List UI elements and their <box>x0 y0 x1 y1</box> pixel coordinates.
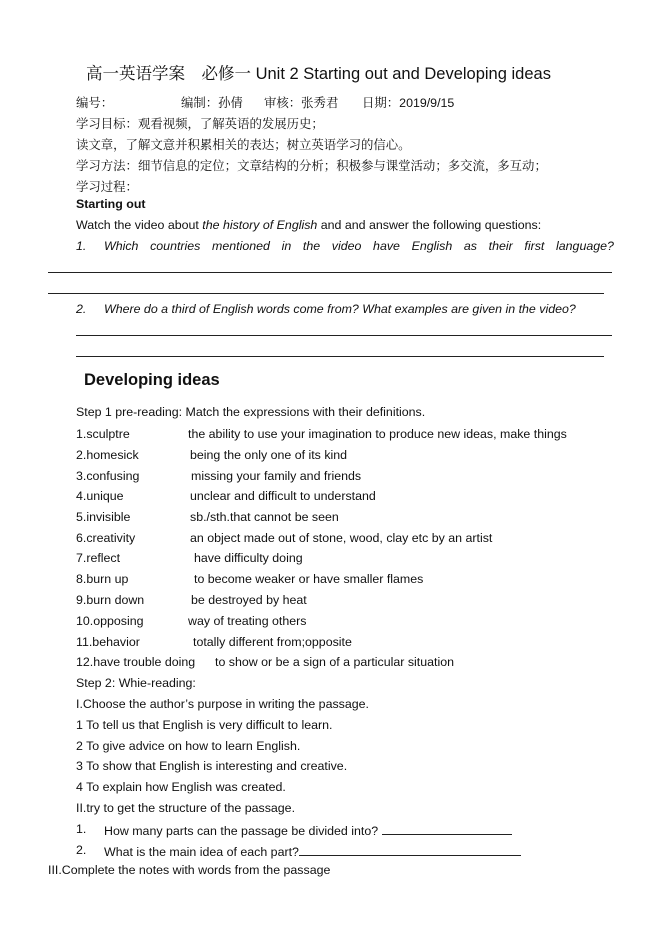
starting-out-heading: Starting out <box>76 197 146 211</box>
match-term: 3.confusing <box>76 469 140 483</box>
match-term: 6.creativity <box>76 531 136 545</box>
match-term: 8.burn up <box>76 572 129 586</box>
match-definition: sb./sth.that cannot be seen <box>190 510 339 524</box>
question-1-word: language? <box>556 239 614 253</box>
structure-question-1: How many parts can the passage be divided into? <box>104 822 512 838</box>
question-1-word: their <box>488 239 513 253</box>
editor-label: 编制：孙倩 <box>181 96 243 110</box>
step-1-instruction: Step 1 pre-reading: Match the expressions with their definitions. <box>76 405 426 419</box>
match-term: 1.sculptre <box>76 427 130 441</box>
match-definition: missing your family and friends <box>191 469 362 483</box>
match-term: 4.unique <box>76 489 124 503</box>
step-2-instruction: Step 2: Whie-reading: <box>76 676 196 690</box>
question-2-text: Where do a third of English words come from? What examples are given in the video? <box>104 302 576 316</box>
match-definition: the ability to use your imagination to produce new ideas, make things <box>188 427 567 441</box>
question-1-word: as <box>463 239 477 253</box>
question-1-word: video <box>331 239 362 253</box>
match-definition: totally different from;opposite <box>193 635 352 649</box>
match-term: 9.burn down <box>76 593 145 607</box>
answer-line[interactable] <box>76 335 612 336</box>
question-1-word: mentioned <box>212 239 270 253</box>
purpose-option: 2 To give advice on how to learn English. <box>76 739 301 753</box>
question-1-number: 1. <box>76 239 87 253</box>
part-1-heading: I.Choose the author’s purpose in writing the passage. <box>76 697 369 711</box>
learning-methods: 学习方法：细节信息的定位；文章结构的分析；积极参与课堂活动；多交流，多互动； <box>76 159 547 173</box>
learning-process: 学习过程： <box>76 180 138 194</box>
answer-blank[interactable] <box>299 843 521 856</box>
starting-out-intro: Watch the video about the history of English and and answer the following questions: <box>76 218 542 232</box>
answer-line[interactable] <box>48 272 612 273</box>
purpose-option: 4 To explain how English was created. <box>76 780 286 794</box>
match-term: 2.homesick <box>76 448 139 462</box>
question-1-word: English <box>411 239 453 253</box>
reviewer-label: 审核：张秀君 <box>264 96 339 110</box>
developing-ideas-heading: Developing ideas <box>84 371 220 389</box>
answer-blank[interactable] <box>382 822 512 835</box>
question-1-word: have <box>373 239 400 253</box>
question-2-number: 2. <box>76 302 87 316</box>
answer-line[interactable] <box>76 356 604 357</box>
question-1-word: Which <box>104 239 139 253</box>
question-1-text <box>104 239 614 253</box>
page-title: 高一英语学案 必修一 Unit 2 Starting out and Developing ideas <box>86 65 551 83</box>
match-definition: unclear and difficult to understand <box>190 489 376 503</box>
match-term: 5.invisible <box>76 510 131 524</box>
number-label: 编号： <box>76 96 114 110</box>
structure-question-1-number: 1. <box>76 822 87 836</box>
match-term: 11.behavior <box>76 635 140 649</box>
purpose-option: 3 To show that English is interesting and creative. <box>76 759 348 773</box>
purpose-option: 1 To tell us that English is very difficult to learn. <box>76 718 333 732</box>
match-definition: have difficulty doing <box>194 551 303 565</box>
match-definition: to show or be a sign of a particular situation <box>215 655 454 669</box>
match-definition: an object made out of stone, wood, clay etc by an artist <box>190 531 493 545</box>
question-1-word: countries <box>150 239 201 253</box>
question-1-word: first <box>524 239 545 253</box>
learning-goals-line-2: 读文章，了解文意并积累相关的表达；树立英语学习的信心。 <box>76 138 411 152</box>
part-2-heading: II.try to get the structure of the passage. <box>76 801 296 815</box>
answer-line[interactable] <box>48 293 604 294</box>
learning-goals-line-1: 学习目标：观看视频，了解英语的发展历史； <box>76 117 324 131</box>
match-definition: being the only one of its kind <box>190 448 348 462</box>
question-1-word: in <box>281 239 292 253</box>
match-term: 7.reflect <box>76 551 121 565</box>
match-term: 10.opposing <box>76 614 144 628</box>
match-definition: be destroyed by heat <box>191 593 307 607</box>
match-definition: to become weaker or have smaller flames <box>194 572 424 586</box>
date-label: 日期：2019/9/15 <box>362 96 455 110</box>
match-definition: way of treating others <box>188 614 307 628</box>
match-term: 12.have trouble doing <box>76 655 196 669</box>
structure-question-2: What is the main idea of each part? <box>104 843 521 859</box>
part-3-heading: III.Complete the notes with words from the passage <box>48 863 331 877</box>
question-1-word: the <box>302 239 321 253</box>
structure-question-2-number: 2. <box>76 843 87 857</box>
